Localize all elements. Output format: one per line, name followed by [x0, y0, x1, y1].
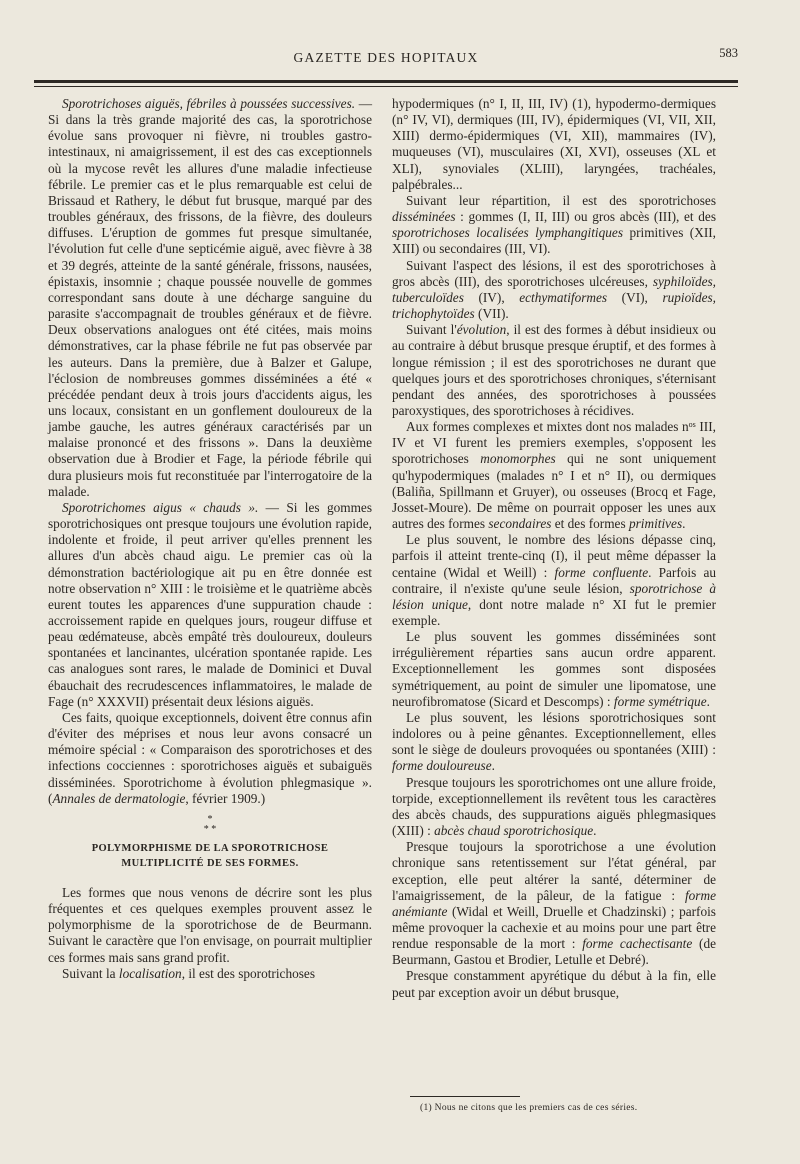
- paragraph-apyretic: Presque constamment apyrétique du début à la fin, elle peut par exception avoir un début brusque,: [392, 968, 716, 1000]
- paragraph-evolution: Suivant l'évolution, il est des formes à début insidieux ou au contraire à début brusque presque éruptif, et des formes à longue rémission ; il est des sporotrichoses ne durant que quelques jours et des sporotrichoses chroniques, s'éternisant pendant des années, des sporotrichoses à poussées paroxystiques, des sporotrichoses à récidives.: [392, 322, 716, 418]
- paragraph-acute-febrile: Sporotrichoses aiguës, fébriles à poussées successives. — Si dans la très grande majorité des cas, la sporotrichose évolue sans provoquer ni fièvre, ni troubles gastro-intestinaux, ni amaigrissement, il est des cas exceptionnels où la mycose revêt les allures d'une maladie infectieuse fébrile. Le premier cas et le plus remarquable est celui de Brissaud et Rathery, le début fut brusque, marqué par des troubles généraux, des frissons, de la fièvre, des douleurs diffuses. L'éruption de gommes fut presque simultanée, l'évolution fut celle d'une septicémie aiguë, avec fièvre à 38 et 39 degrés, atteinte de la santé générale, frissons, nausées, épistaxis, insomnie ; chaque poussée nouvelle de gommes correspondant sans doute à une décharge sanguine du parasite s'accompagnait de troubles généraux et de fièvre. Deux observations analogues ont été citées, mais moins démonstratives, car la phase fébrile ne fut pas observée par les auteurs. Dans la première, due à Balzer et Galupe, l'éclosion de nombreuses gommes disséminées a été « précédée pendant deux à trois jours d'accidents aigus, les uns locaux, consistant en un gonflement douloureux de la jambe gauche, les autres généraux caractérisés par un malaise prononcé et des frissons ». Dans la deuxième observation due à Brodier et Fage, la période fébrile qui dura plusieurs mois fut reconstituée par l'interrogatoire de la malade.: [48, 96, 372, 499]
- paragraph-localisation-continued: hypodermiques (n° I, II, III, IV) (1), hypodermo-dermiques (n° IV, VI), dermiques (III, IV), épidermiques (VI, VII, XII, XIII) dermo-épidermiques (VI, XII), mammaires (IV), muqueuses (VI), musculaires (XI, XVI), osseuses (XL et XLI), synoviales (XLIII), laryngées, trachéales, palpébrales...: [392, 96, 716, 192]
- paragraph-heading: Sporotrichomes aigus « chauds ».: [62, 499, 259, 515]
- paragraph-lesion-count: Le plus souvent, le nombre des lésions dépasse cinq, parfois il atteint trente-cinq (I), il peut même dépasser la centaine (Widal et Weill) : forme confluente. Parfois au contraire, il n'existe qu'une seule lésion, sporotrichose à lésion unique, dont notre malade n° XI fut le premier exemple.: [392, 532, 717, 628]
- page-number: 583: [719, 46, 738, 60]
- running-header: [34, 46, 738, 70]
- section-separator: * * *: [203, 813, 217, 835]
- paragraph-painful: Le plus souvent, les lésions sporotrichosiques sont indolores ou à peine gênantes. Exceptionnellement, elles sont le siège de douleurs provoquées ou spontanées (XIII) : forme douloureuse.: [392, 709, 716, 774]
- footnote: (1) Nous ne citons que les premiers cas de ces séries.: [420, 1103, 638, 1113]
- journal-reference: Annales de dermatologie: [52, 790, 186, 806]
- paragraph-acute-hot: Sporotrichomes aigus « chauds ». — Si les gommes sporotrichosiques ont presque toujours une évolution rapide, indolente et froide, il peut arriver qu'elles prennent les allures d'un abcès chaud aigu. Le premier cas où la démonstration bactériologique ait pu en être donnée est notre observation n° XIII : le troisième et le quatrième abcès eurent toutes les apparences d'une suppuration chaude : accroissement rapide en quelques jours, rougeur diffuse et peau œdémateuse, abcès empâté très douloureux, douleurs spontanées et lancinantes, ulcération spontanée rapide. Les cas analogues sont rares, le malade de Dominici et Duval ébauchait des recrudescences inflammatoires, le malade de Fage (n° XXXVII) présentait deux lésions aiguës.: [48, 499, 373, 709]
- journal-title: GAZETTE DES HOPITAUX: [293, 50, 479, 65]
- paragraph-general-state: Presque toujours la sporotrichose a une évolution chronique sans retentissement sur l'état général, par exception, elle peut altérer la santé, déterminer de l'amaigrissement, de la pâleur, de la fatigue : forme anémiante (Widal et Weill, Druelle et Chadzinski) ; parfois même provoquer la cachexie et au moins pour une part être rendue responsable de la mort : forme cachectisante (de Beurmann, Gastou et Brodier, Letulle et Debré).: [392, 839, 716, 968]
- paragraph-memoir-reference: Ces faits, quoique exceptionnels, doivent être connus afin d'éviter des méprises et nous leur avons consacré un mémoire spécial : « Comparaison des sporotrichoses et des infections cocciennes : sporotrichoses aiguës et subaiguës disséminées. Sporotrichome à évolution phlegmasique ». (Annales de dermatologie, février 1909.): [48, 709, 372, 806]
- section-heading: POLYMORPHISME DE LA SPOROTRICHOSE MULTIPLICITÉ DE SES FORMES.: [91, 842, 329, 869]
- paragraph-polymorphism: Les formes que nous venons de décrire sont les plus fréquentes et ces quelques exemples prouvent assez le polymorphisme de la sporotrichose de de Beurmann. Suivant le caractère que l'on envisage, on pourrait multiplier ces formes mais sans grand profit.: [48, 884, 372, 965]
- paragraph-aspect: Suivant l'aspect des lésions, il est des sporotrichoses à gros abcès (III), des sporotrichoses ulcéreuses, syphiloïdes, tuberculoïdes (IV), ecthymatiformes (VI), rupioïdes, trichophytoïdes (VII).: [392, 257, 716, 322]
- paragraph-complex-forms: Aux formes complexes et mixtes dont nos malades $n^{os}$ III, IV et VI furent les premiers exemples, s'opposent les sporotrichoses monomorphes qui ne sont uniquement qu'hypodermiques (malades n° I et n° II), ou dermiques (Baliña, Spillmann et Gruyer), ou osseuses (Brocq et Fage, Josset-Moure). De même on pourrait opposer les unes aux autres des formes secondaires et des formes primitives.: [392, 419, 717, 532]
- header-rule-thin: [34, 86, 738, 87]
- paragraph-hot-abscess: Presque toujours les sporotrichomes ont une allure froide, torpide, exceptionnellement ils revêtent tous les caractères des abcès chauds, des suppurations aiguës phlegmasiques (XIII) : abcès chaud sporotrichosique.: [392, 774, 716, 839]
- paragraph-symmetric: Le plus souvent les gommes disséminées sont irrégulièrement réparties sans aucun ordre apparent. Exceptionnellement les gommes sont disposées symétriquement, au point de simuler une lipomatose, une neurofibromatose (Sicard et Descomps) : forme symétrique.: [392, 629, 716, 709]
- footnote-rule: [410, 1096, 520, 1097]
- left-column: [48, 96, 372, 982]
- paragraph-heading: Sporotrichoses aiguës, fébriles à poussées successives.: [62, 96, 356, 111]
- paragraph-localisation: Suivant la localisation, il est des sporotrichoses: [62, 965, 316, 981]
- paragraph-repartition: Suivant leur répartition, il est des sporotrichoses disséminées : gommes (I, II, III) ou gros abcès (III), et des sporotrichoses localisées lymphangitiques primitives (XII, XIII) ou secondaires (III, VI).: [392, 192, 717, 257]
- right-column: [392, 96, 716, 1001]
- header-rule-thick: [34, 80, 738, 83]
